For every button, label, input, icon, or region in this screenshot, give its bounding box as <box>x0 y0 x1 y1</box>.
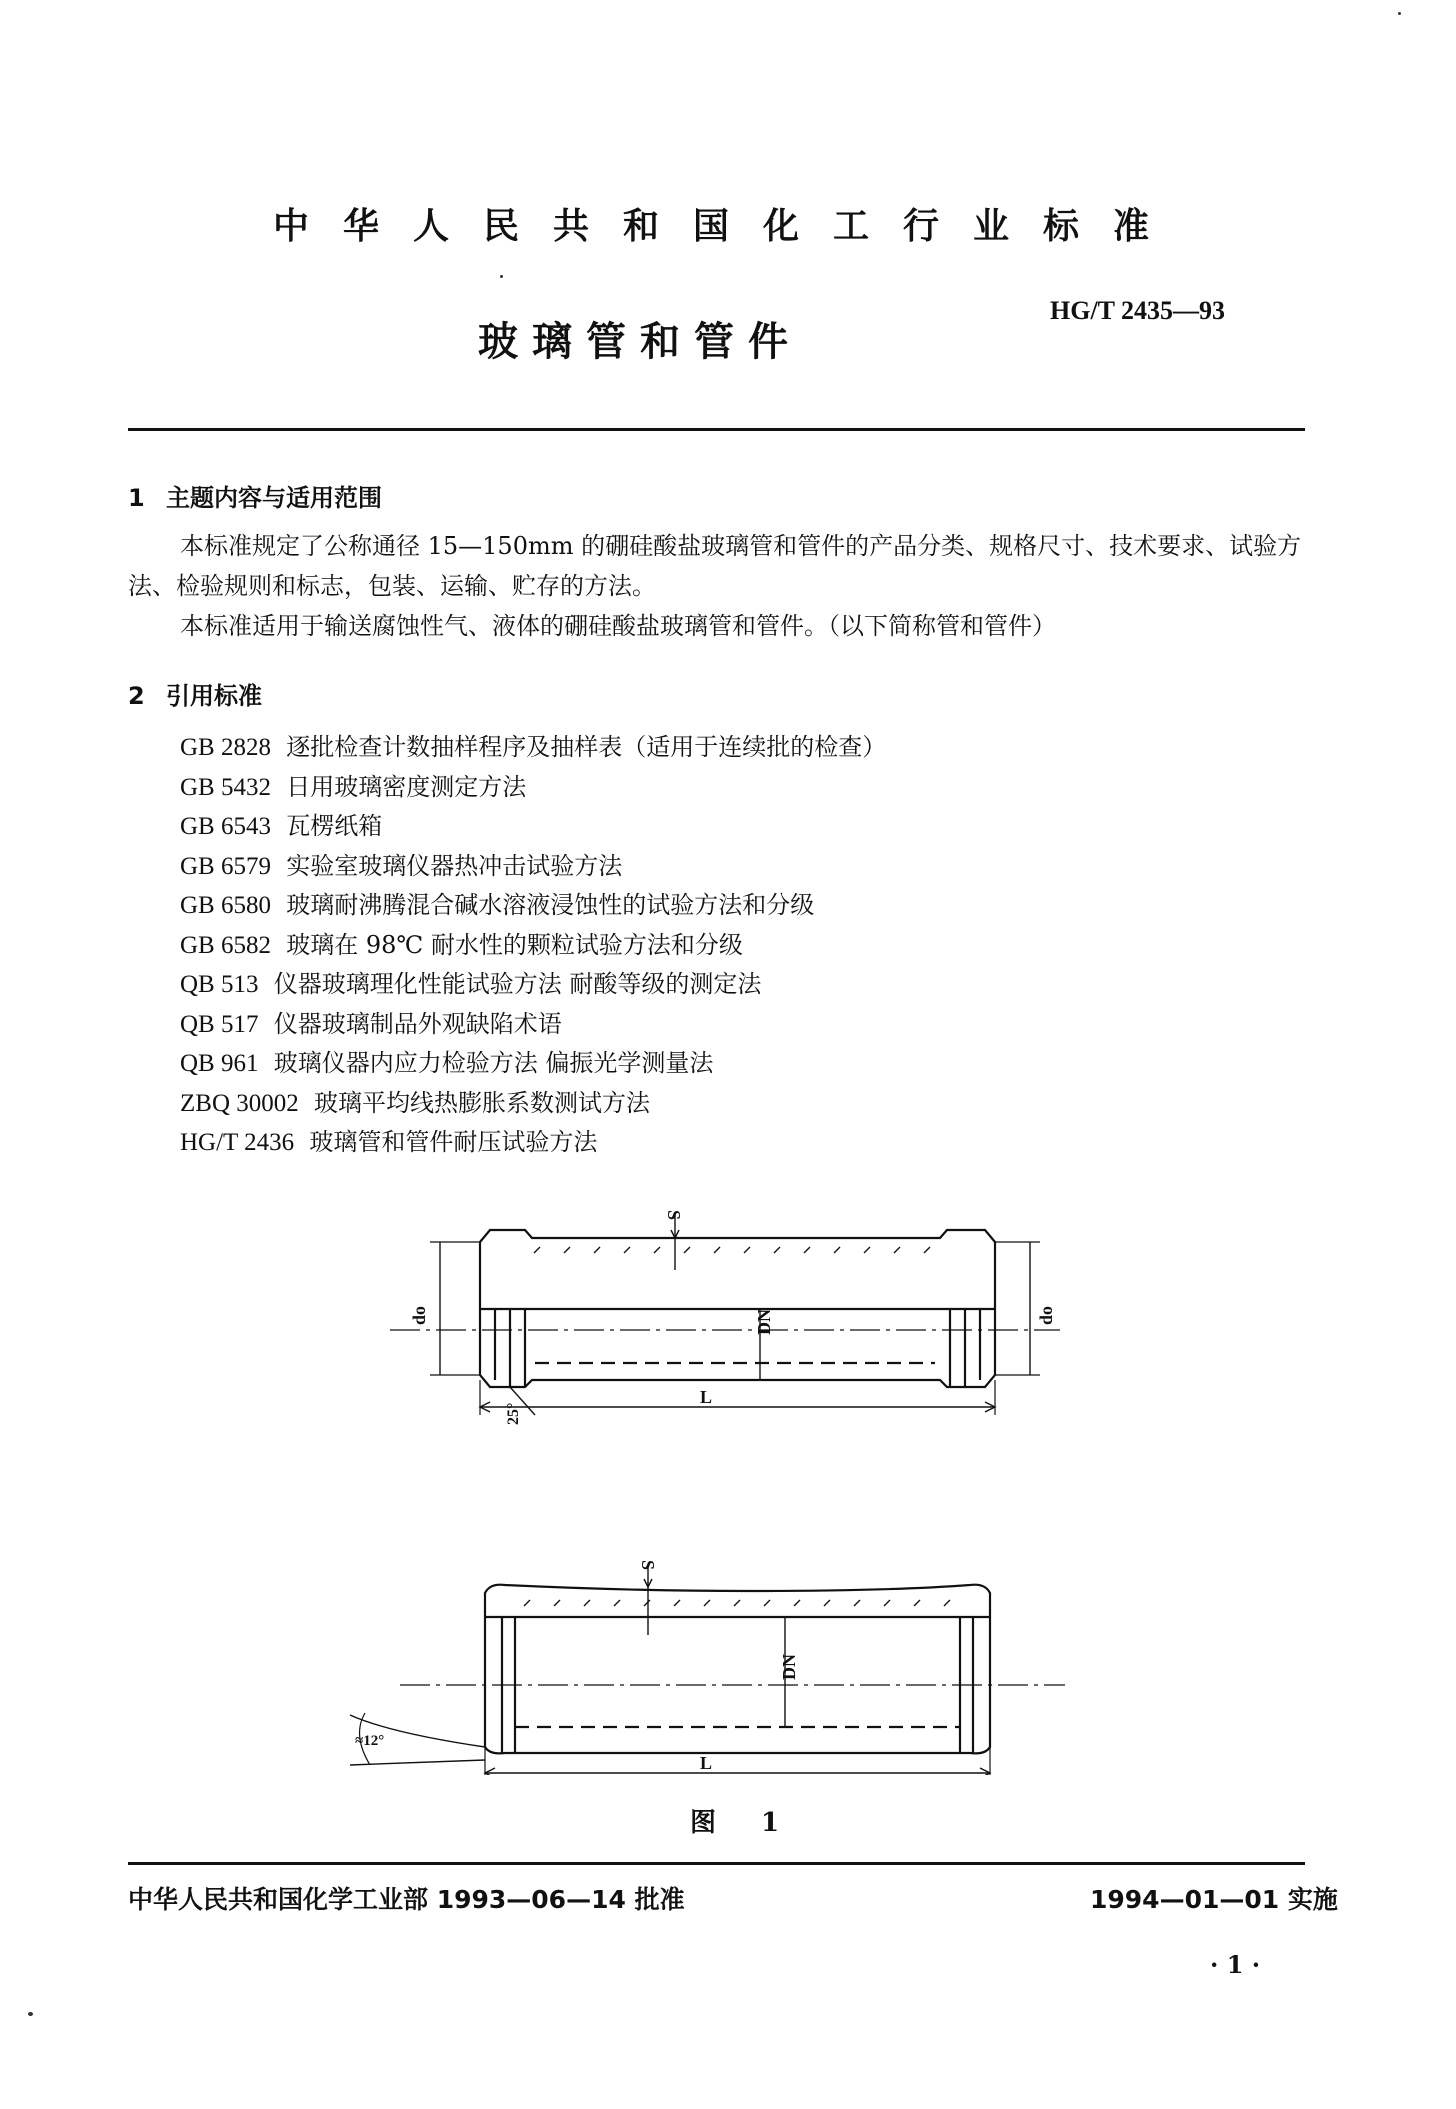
reference-item <box>180 1005 886 1045</box>
reference-title: 逐批检查计数抽样程序及抽样表（适用于连续批的检查） <box>286 733 887 761</box>
document-title: 玻璃管和管件 <box>478 318 802 365</box>
label-do-left: do <box>409 1305 429 1325</box>
label-s-top: S <box>664 1210 684 1221</box>
approval-date: 中华人民共和国化学工业部 1993—06—14 批准 <box>128 1885 685 1914</box>
reference-code: GB 2828 <box>180 734 271 761</box>
standard-organization: 中华人民共和国化工行业标准 <box>272 205 1183 247</box>
reference-title: 玻璃在 98℃ 耐水性的颗粒试验方法和分级 <box>286 930 743 959</box>
reference-title: 仪器玻璃制品外观缺陷术语 <box>273 1009 562 1038</box>
reference-title: 玻璃耐沸腾混合碱水溶液浸蚀性的试验方法和分级 <box>286 891 815 919</box>
reference-code: QB 961 <box>180 1050 259 1077</box>
section-title: 主题内容与适用范围 <box>166 484 382 512</box>
reference-code: ZBQ 30002 <box>180 1089 299 1117</box>
reference-code: QB 517 <box>180 1010 259 1038</box>
reference-title: 日用玻璃密度测定方法 <box>286 772 527 801</box>
label-l-bottom: L <box>700 1753 713 1773</box>
section-number: 1 <box>128 484 145 512</box>
reference-item <box>180 1123 886 1163</box>
section-number: 2 <box>128 682 145 710</box>
flanged-pipe-drawing <box>390 1215 1060 1415</box>
reference-code: GB 6579 <box>180 852 271 880</box>
reference-item <box>180 886 886 926</box>
reference-title: 玻璃平均线热膨胀系数测试方法 <box>314 1088 651 1117</box>
header-rule <box>128 428 1305 431</box>
reference-item <box>180 728 886 768</box>
reference-code: GB 6543 <box>180 813 271 840</box>
label-dn-bottom: DN <box>779 1654 799 1680</box>
section-1-body <box>128 526 1318 646</box>
paragraph: 本标准规定了公称通径 15—150mm 的硼硅酸盐玻璃管和管件的产品分类、规格尺寸、技术要求、试验方法、检验规则和标志，包装、运输、贮存的方法。 <box>128 532 1302 600</box>
label-angle-bottom: ≈12° <box>355 1733 385 1749</box>
reference-title: 实验室玻璃仪器热冲击试验方法 <box>286 851 623 880</box>
reference-title: 仪器玻璃理化性能试验方法 耐酸等级的测定法 <box>273 970 762 998</box>
label-do-right: do <box>1036 1305 1056 1325</box>
scan-speck <box>28 2012 33 2016</box>
label-l-top: L <box>700 1387 713 1407</box>
reference-code: GB 5432 <box>180 773 271 801</box>
label-angle-top: 25° <box>505 1402 522 1425</box>
reference-item <box>180 965 886 1005</box>
reference-item <box>180 926 886 966</box>
reference-item <box>180 847 886 887</box>
reference-item <box>180 1044 886 1084</box>
figure-1-drawing <box>330 1175 1090 1775</box>
reference-title: 玻璃管和管件耐压试验方法 <box>309 1128 598 1156</box>
section-1-heading <box>128 478 382 513</box>
beaded-pipe-drawing <box>350 1565 1065 1775</box>
scan-speck <box>1398 12 1401 15</box>
label-s-bottom: S <box>638 1560 658 1571</box>
reference-title: 瓦楞纸箱 <box>286 812 383 840</box>
reference-code: GB 6580 <box>180 892 271 919</box>
reference-item <box>180 807 886 847</box>
section-2-heading <box>128 676 262 711</box>
effective-date: 1994—01—01 实施 <box>1090 1885 1338 1914</box>
reference-list <box>180 728 886 1163</box>
section-title: 引用标准 <box>166 682 262 710</box>
reference-code: HG/T 2436 <box>180 1129 295 1156</box>
standard-code: HG/T 2435—93 <box>1050 296 1226 325</box>
reference-code: GB 6582 <box>180 931 271 959</box>
reference-item <box>180 1084 886 1124</box>
page-number: · 1 · <box>1210 1950 1261 1979</box>
scan-speck <box>500 275 503 278</box>
figure-caption: 图 1 <box>690 1808 798 1838</box>
footer-rule <box>128 1862 1305 1865</box>
reference-item <box>180 768 886 808</box>
label-dn-top: DN <box>754 1309 774 1335</box>
reference-title: 玻璃仪器内应力检验方法 偏振光学测量法 <box>273 1049 714 1077</box>
paragraph: 本标准适用于输送腐蚀性气、液体的硼硅酸盐玻璃管和管件。（以下简称管和管件） <box>180 612 1056 640</box>
reference-code: QB 513 <box>180 971 259 998</box>
